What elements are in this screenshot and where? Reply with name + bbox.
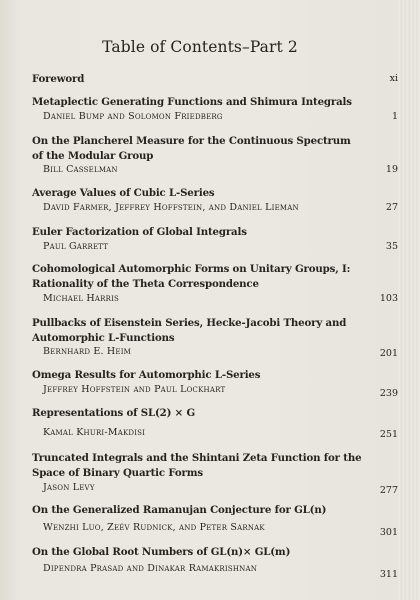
entry-page: 27 — [385, 202, 398, 213]
entry-page: 277 — [379, 485, 398, 496]
entry-page: 311 — [379, 569, 398, 580]
entry-authors: Paul Garrett — [43, 241, 109, 252]
entry-authors: Jeffrey Hoffstein and Paul Lockhart — [43, 384, 226, 395]
entry-page: 19 — [385, 164, 398, 175]
page-edge — [398, 0, 420, 600]
entry-page: 301 — [379, 527, 398, 538]
entry-page: 1 — [391, 111, 398, 122]
entry-page: 103 — [379, 293, 398, 304]
entry-authors: Bill Casselman — [43, 164, 118, 175]
entry-authors: Wenzhi Luo, Zeév Rudnick, and Peter Sarnak — [43, 522, 265, 533]
entry-authors: Bernhard E. Heim — [43, 346, 132, 357]
entry-authors: Jason Levy — [43, 482, 95, 493]
entry-title: Truncated Integrals and the Shintani Zeta Function for the Space of Binary Quartic Forms — [32, 452, 362, 479]
entry-title: On the Plancherel Measure for the Continuous Spectrum of the Modular Group — [32, 135, 351, 162]
entry-title: Metaplectic Generating Functions and Shimura Integrals — [32, 96, 352, 108]
entry-page: xi — [389, 73, 398, 84]
entry-authors: Dipendra Prasad and Dinakar Ramakrishnan — [43, 563, 258, 574]
entry-title: Foreword — [32, 73, 85, 85]
entry-title: Euler Factorization of Global Integrals — [32, 226, 247, 238]
entry-page: 201 — [379, 348, 398, 359]
entry-page: 35 — [385, 241, 398, 252]
entry-authors: Kamal Khuri-Makdisi — [43, 427, 146, 438]
entry-authors: Daniel Bump and Solomon Friedberg — [43, 111, 223, 122]
entry-title: Omega Results for Automorphic L-Series — [32, 369, 261, 381]
entry-title: On the Generalized Ramanujan Conjecture for GL(n) — [32, 504, 327, 516]
entry-title: Average Values of Cubic L-Series — [32, 187, 215, 199]
entry-title: On the Global Root Numbers of GL(n)× GL(m) — [32, 546, 291, 558]
entry-page: 239 — [379, 388, 398, 399]
entry-title: Pullbacks of Eisenstein Series, Hecke-Jacobi Theory and Automorphic L-Functions — [32, 317, 347, 344]
entry-title: Cohomological Automorphic Forms on Unitary Groups, I: Rationality of the Theta Correspondence — [32, 263, 351, 290]
entry-authors: David Farmer, Jeffrey Hoffstein, and Daniel Lieman — [43, 202, 299, 213]
entry-authors: Michael Harris — [43, 293, 120, 304]
entry-title: Representations of SL(2) × G — [32, 407, 196, 419]
page-title: Table of Contents–Part 2 — [102, 38, 298, 56]
entry-page: 251 — [379, 429, 398, 440]
